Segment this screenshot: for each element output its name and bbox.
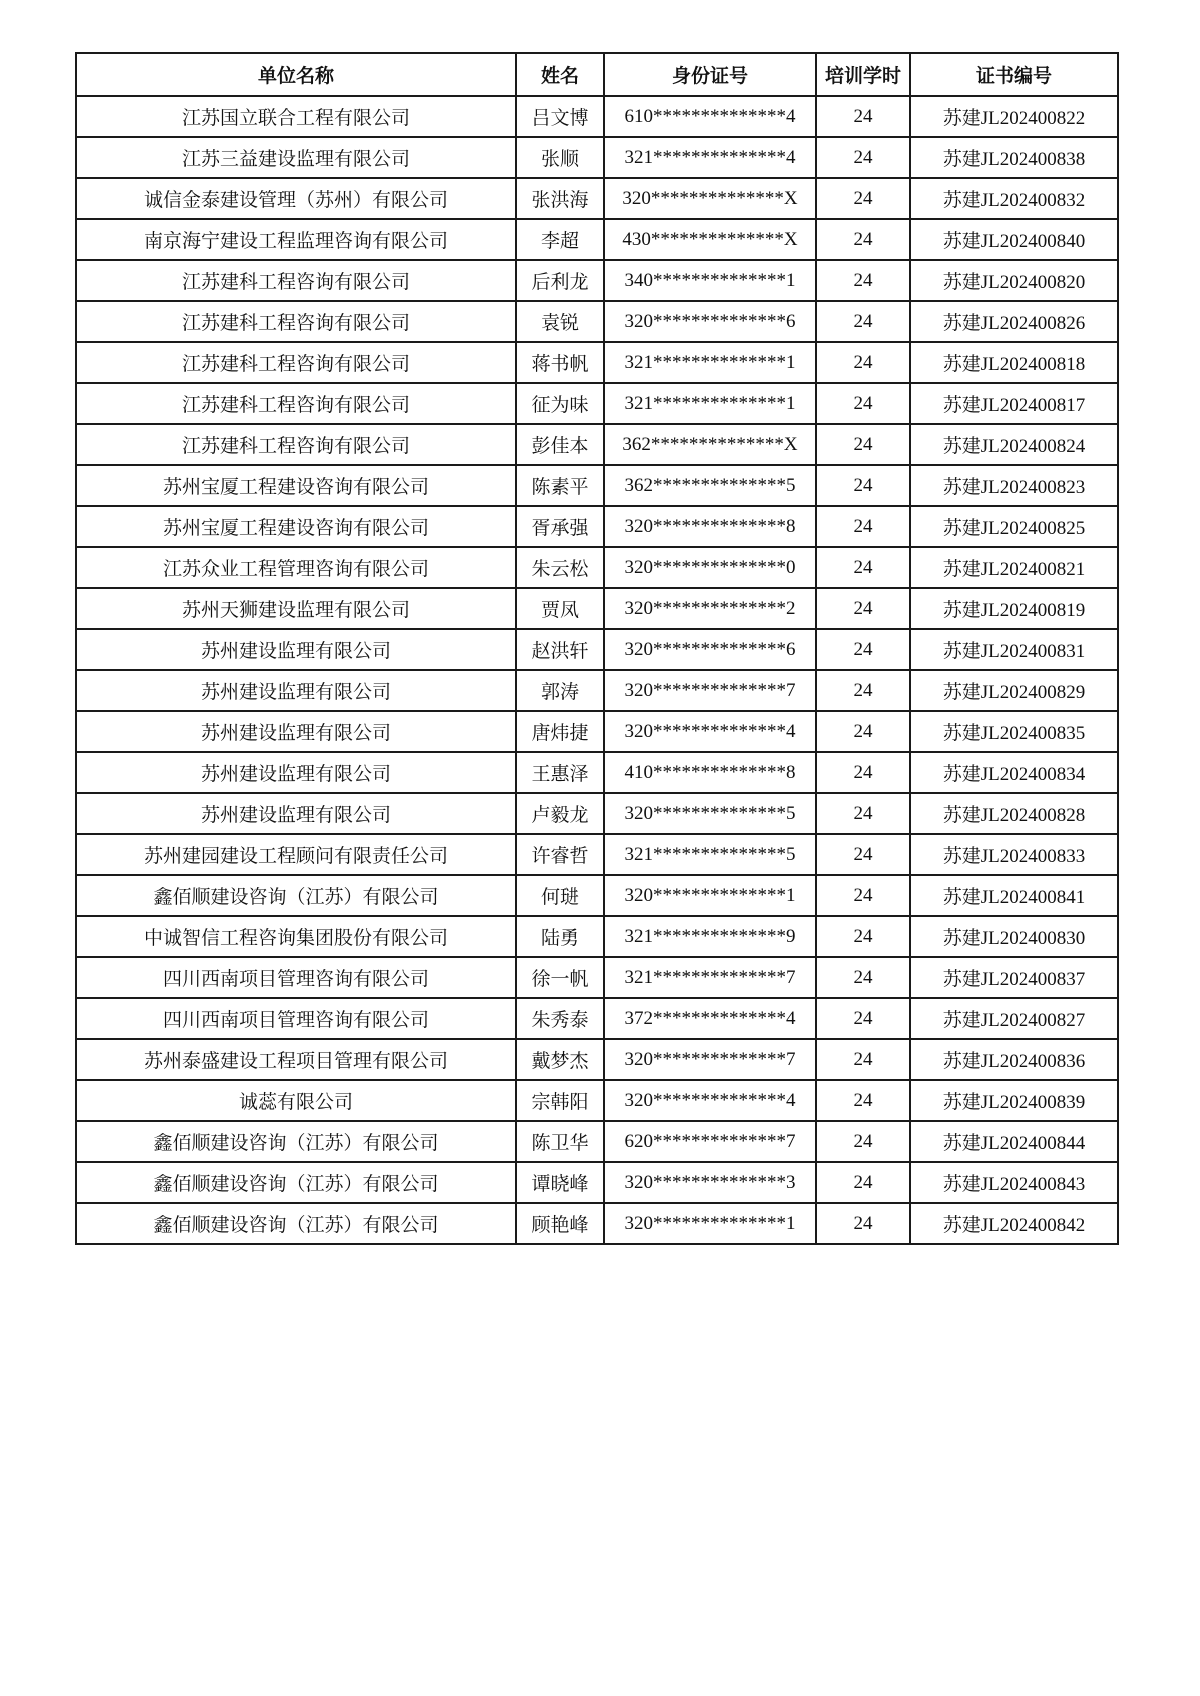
table-row xyxy=(76,1080,1118,1121)
cell-id-number: 620**************7 xyxy=(604,1121,816,1162)
table-row xyxy=(76,998,1118,1039)
cell-unit: 诚信金泰建设管理（苏州）有限公司 xyxy=(76,178,516,219)
cell-name: 谭晓峰 xyxy=(516,1162,604,1203)
cell-unit: 中诚智信工程咨询集团股份有限公司 xyxy=(76,916,516,957)
cell-id-number: 372**************4 xyxy=(604,998,816,1039)
cell-name: 郭涛 xyxy=(516,670,604,711)
cell-id-number: 320**************1 xyxy=(604,1203,816,1244)
cell-training-hours: 24 xyxy=(816,1203,910,1244)
cell-unit: 江苏国立联合工程有限公司 xyxy=(76,96,516,137)
training-roster-table xyxy=(75,52,1119,1245)
cell-training-hours: 24 xyxy=(816,793,910,834)
cell-training-hours: 24 xyxy=(816,957,910,998)
cell-certificate-no: 苏建JL202400842 xyxy=(910,1203,1118,1244)
table-row xyxy=(76,1203,1118,1244)
table-row xyxy=(76,957,1118,998)
cell-id-number: 320**************X xyxy=(604,178,816,219)
cell-name: 何琎 xyxy=(516,875,604,916)
cell-certificate-no: 苏建JL202400822 xyxy=(910,96,1118,137)
cell-certificate-no: 苏建JL202400841 xyxy=(910,875,1118,916)
cell-certificate-no: 苏建JL202400818 xyxy=(910,342,1118,383)
cell-certificate-no: 苏建JL202400839 xyxy=(910,1080,1118,1121)
cell-id-number: 320**************0 xyxy=(604,547,816,588)
cell-training-hours: 24 xyxy=(816,96,910,137)
cell-id-number: 320**************7 xyxy=(604,1039,816,1080)
cell-name: 吕文博 xyxy=(516,96,604,137)
table-row xyxy=(76,219,1118,260)
table-row xyxy=(76,670,1118,711)
table-row xyxy=(76,383,1118,424)
cell-name: 贾凤 xyxy=(516,588,604,629)
cell-certificate-no: 苏建JL202400844 xyxy=(910,1121,1118,1162)
cell-name: 袁锐 xyxy=(516,301,604,342)
cell-name: 卢毅龙 xyxy=(516,793,604,834)
cell-training-hours: 24 xyxy=(816,752,910,793)
cell-unit: 苏州天狮建设监理有限公司 xyxy=(76,588,516,629)
cell-training-hours: 24 xyxy=(816,834,910,875)
table-row xyxy=(76,96,1118,137)
training-roster-sheet xyxy=(75,52,1117,1245)
table-row xyxy=(76,711,1118,752)
cell-id-number: 321**************1 xyxy=(604,383,816,424)
cell-id-number: 320**************4 xyxy=(604,711,816,752)
cell-unit: 苏州建设监理有限公司 xyxy=(76,670,516,711)
cell-training-hours: 24 xyxy=(816,1121,910,1162)
table-header xyxy=(76,53,1118,96)
table-row xyxy=(76,1039,1118,1080)
cell-name: 胥承强 xyxy=(516,506,604,547)
cell-training-hours: 24 xyxy=(816,1039,910,1080)
cell-name: 徐一帆 xyxy=(516,957,604,998)
cell-training-hours: 24 xyxy=(816,1162,910,1203)
cell-training-hours: 24 xyxy=(816,711,910,752)
cell-certificate-no: 苏建JL202400819 xyxy=(910,588,1118,629)
cell-certificate-no: 苏建JL202400834 xyxy=(910,752,1118,793)
cell-unit: 鑫佰顺建设咨询（江苏）有限公司 xyxy=(76,1162,516,1203)
cell-unit: 苏州建设监理有限公司 xyxy=(76,793,516,834)
cell-unit: 四川西南项目管理咨询有限公司 xyxy=(76,957,516,998)
cell-certificate-no: 苏建JL202400817 xyxy=(910,383,1118,424)
cell-name: 李超 xyxy=(516,219,604,260)
cell-id-number: 320**************7 xyxy=(604,670,816,711)
cell-certificate-no: 苏建JL202400824 xyxy=(910,424,1118,465)
cell-name: 张顺 xyxy=(516,137,604,178)
cell-name: 唐炜捷 xyxy=(516,711,604,752)
cell-certificate-no: 苏建JL202400838 xyxy=(910,137,1118,178)
table-row xyxy=(76,137,1118,178)
table-row xyxy=(76,752,1118,793)
cell-training-hours: 24 xyxy=(816,670,910,711)
cell-unit: 鑫佰顺建设咨询（江苏）有限公司 xyxy=(76,1203,516,1244)
cell-certificate-no: 苏建JL202400832 xyxy=(910,178,1118,219)
cell-training-hours: 24 xyxy=(816,916,910,957)
cell-id-number: 320**************5 xyxy=(604,793,816,834)
table-row xyxy=(76,465,1118,506)
cell-training-hours: 24 xyxy=(816,260,910,301)
cell-id-number: 320**************8 xyxy=(604,506,816,547)
table-row xyxy=(76,342,1118,383)
table-row xyxy=(76,1121,1118,1162)
cell-id-number: 321**************4 xyxy=(604,137,816,178)
cell-unit: 江苏建科工程咨询有限公司 xyxy=(76,424,516,465)
cell-id-number: 320**************6 xyxy=(604,629,816,670)
header-training-hours: 培训学时 xyxy=(816,53,910,96)
cell-training-hours: 24 xyxy=(816,301,910,342)
cell-name: 王惠泽 xyxy=(516,752,604,793)
table-row xyxy=(76,547,1118,588)
cell-id-number: 340**************1 xyxy=(604,260,816,301)
cell-training-hours: 24 xyxy=(816,588,910,629)
cell-name: 顾艳峰 xyxy=(516,1203,604,1244)
cell-unit: 江苏三益建设监理有限公司 xyxy=(76,137,516,178)
cell-name: 朱云松 xyxy=(516,547,604,588)
table-row xyxy=(76,260,1118,301)
cell-unit: 苏州建设监理有限公司 xyxy=(76,752,516,793)
cell-training-hours: 24 xyxy=(816,178,910,219)
cell-certificate-no: 苏建JL202400827 xyxy=(910,998,1118,1039)
cell-certificate-no: 苏建JL202400837 xyxy=(910,957,1118,998)
cell-id-number: 362**************5 xyxy=(604,465,816,506)
cell-training-hours: 24 xyxy=(816,506,910,547)
cell-training-hours: 24 xyxy=(816,137,910,178)
cell-unit: 江苏建科工程咨询有限公司 xyxy=(76,342,516,383)
cell-training-hours: 24 xyxy=(816,998,910,1039)
cell-unit: 四川西南项目管理咨询有限公司 xyxy=(76,998,516,1039)
cell-training-hours: 24 xyxy=(816,547,910,588)
cell-id-number: 321**************7 xyxy=(604,957,816,998)
cell-name: 陈素平 xyxy=(516,465,604,506)
cell-id-number: 321**************5 xyxy=(604,834,816,875)
cell-name: 张洪海 xyxy=(516,178,604,219)
table-row xyxy=(76,424,1118,465)
cell-certificate-no: 苏建JL202400836 xyxy=(910,1039,1118,1080)
cell-certificate-no: 苏建JL202400830 xyxy=(910,916,1118,957)
cell-certificate-no: 苏建JL202400840 xyxy=(910,219,1118,260)
cell-id-number: 320**************2 xyxy=(604,588,816,629)
table-row xyxy=(76,588,1118,629)
cell-unit: 苏州建设监理有限公司 xyxy=(76,711,516,752)
cell-certificate-no: 苏建JL202400831 xyxy=(910,629,1118,670)
cell-unit: 苏州宝厦工程建设咨询有限公司 xyxy=(76,506,516,547)
cell-name: 彭佳本 xyxy=(516,424,604,465)
table-row xyxy=(76,629,1118,670)
cell-training-hours: 24 xyxy=(816,629,910,670)
table-row xyxy=(76,834,1118,875)
table-row xyxy=(76,916,1118,957)
cell-name: 宗韩阳 xyxy=(516,1080,604,1121)
cell-id-number: 430**************X xyxy=(604,219,816,260)
header-unit: 单位名称 xyxy=(76,53,516,96)
cell-name: 戴梦杰 xyxy=(516,1039,604,1080)
cell-training-hours: 24 xyxy=(816,424,910,465)
cell-name: 后利龙 xyxy=(516,260,604,301)
header-row xyxy=(76,53,1118,96)
cell-id-number: 410**************8 xyxy=(604,752,816,793)
cell-certificate-no: 苏建JL202400833 xyxy=(910,834,1118,875)
cell-unit: 江苏建科工程咨询有限公司 xyxy=(76,301,516,342)
cell-unit: 苏州泰盛建设工程项目管理有限公司 xyxy=(76,1039,516,1080)
cell-id-number: 320**************3 xyxy=(604,1162,816,1203)
table-row xyxy=(76,301,1118,342)
cell-training-hours: 24 xyxy=(816,875,910,916)
cell-training-hours: 24 xyxy=(816,219,910,260)
cell-unit: 鑫佰顺建设咨询（江苏）有限公司 xyxy=(76,875,516,916)
cell-unit: 江苏建科工程咨询有限公司 xyxy=(76,383,516,424)
cell-certificate-no: 苏建JL202400820 xyxy=(910,260,1118,301)
cell-id-number: 320**************4 xyxy=(604,1080,816,1121)
cell-certificate-no: 苏建JL202400828 xyxy=(910,793,1118,834)
cell-name: 陆勇 xyxy=(516,916,604,957)
cell-certificate-no: 苏建JL202400826 xyxy=(910,301,1118,342)
cell-unit: 苏州宝厦工程建设咨询有限公司 xyxy=(76,465,516,506)
cell-name: 赵洪轩 xyxy=(516,629,604,670)
cell-id-number: 321**************9 xyxy=(604,916,816,957)
cell-unit: 苏州建设监理有限公司 xyxy=(76,629,516,670)
table-body xyxy=(76,96,1118,1244)
cell-id-number: 610**************4 xyxy=(604,96,816,137)
cell-certificate-no: 苏建JL202400825 xyxy=(910,506,1118,547)
table-row xyxy=(76,793,1118,834)
cell-name: 陈卫华 xyxy=(516,1121,604,1162)
cell-training-hours: 24 xyxy=(816,465,910,506)
cell-id-number: 362**************X xyxy=(604,424,816,465)
cell-name: 许睿哲 xyxy=(516,834,604,875)
cell-unit: 鑫佰顺建设咨询（江苏）有限公司 xyxy=(76,1121,516,1162)
table-row xyxy=(76,506,1118,547)
cell-certificate-no: 苏建JL202400821 xyxy=(910,547,1118,588)
header-certificate-no: 证书编号 xyxy=(910,53,1118,96)
cell-certificate-no: 苏建JL202400829 xyxy=(910,670,1118,711)
cell-name: 蒋书帆 xyxy=(516,342,604,383)
cell-training-hours: 24 xyxy=(816,383,910,424)
cell-id-number: 320**************1 xyxy=(604,875,816,916)
cell-name: 征为味 xyxy=(516,383,604,424)
cell-id-number: 320**************6 xyxy=(604,301,816,342)
cell-certificate-no: 苏建JL202400835 xyxy=(910,711,1118,752)
cell-training-hours: 24 xyxy=(816,1080,910,1121)
cell-unit: 南京海宁建设工程监理咨询有限公司 xyxy=(76,219,516,260)
table-row xyxy=(76,875,1118,916)
cell-name: 朱秀泰 xyxy=(516,998,604,1039)
cell-certificate-no: 苏建JL202400823 xyxy=(910,465,1118,506)
cell-certificate-no: 苏建JL202400843 xyxy=(910,1162,1118,1203)
cell-unit: 苏州建园建设工程顾问有限责任公司 xyxy=(76,834,516,875)
header-name: 姓名 xyxy=(516,53,604,96)
table-row xyxy=(76,178,1118,219)
cell-unit: 诚蕊有限公司 xyxy=(76,1080,516,1121)
table-row xyxy=(76,1162,1118,1203)
cell-unit: 江苏众业工程管理咨询有限公司 xyxy=(76,547,516,588)
header-id-number: 身份证号 xyxy=(604,53,816,96)
cell-training-hours: 24 xyxy=(816,342,910,383)
cell-unit: 江苏建科工程咨询有限公司 xyxy=(76,260,516,301)
cell-id-number: 321**************1 xyxy=(604,342,816,383)
